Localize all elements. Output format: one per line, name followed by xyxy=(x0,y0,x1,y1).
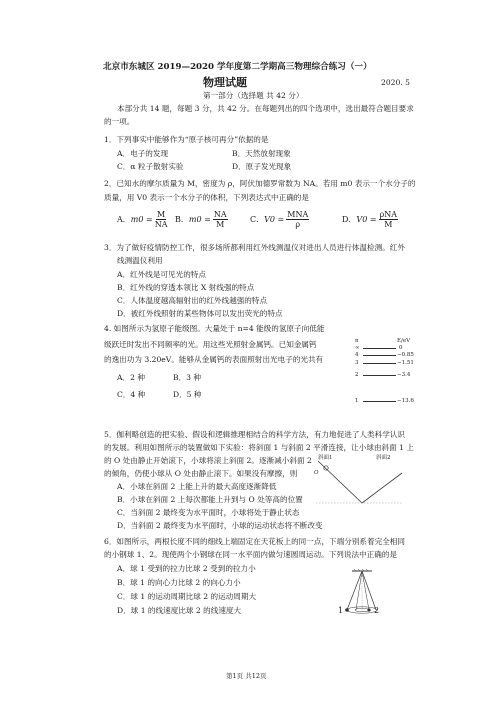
pendulum-drawing xyxy=(338,568,388,620)
q2-option-d: D． V0 = $\frac{\text{ρNA}}{M}$ xyxy=(342,210,398,229)
page-footer: 第1页 共12页 xyxy=(226,672,267,680)
q6-option-d: D．球 1 的线速度比球 2 的线速度大 xyxy=(117,606,242,615)
exam-date: 2020. 5 xyxy=(381,78,410,87)
level-line xyxy=(363,375,396,376)
level-energy: −0.85 xyxy=(397,352,414,358)
energy-level-diagram xyxy=(355,338,415,408)
q1-option-b: B．天然放射现象 xyxy=(232,149,291,158)
n-axis-label: n xyxy=(355,338,359,344)
level-n: ∞ xyxy=(355,345,360,351)
part-heading: 第一部分（选择题 共 42 分） xyxy=(203,91,304,100)
subject-title: 物理试题 xyxy=(203,76,247,89)
q5-option-d: D．当斜面 2 最终变为水平面时，小球的运动状态将不断改变 xyxy=(117,521,323,530)
level-n: 3 xyxy=(355,360,359,366)
q3-option-b: B．红外线的穿透本领比 X 射线强的特点 xyxy=(117,283,255,292)
q6-option-b: B．球 1 的向心力比球 2 的向心力小 xyxy=(117,578,241,587)
q4-option-b: B．3 种 xyxy=(173,373,202,382)
level-line xyxy=(363,348,396,349)
q2-option-b: B． m0 = $\frac{NA}{M}$ xyxy=(175,210,227,229)
energy-axis-label: E/eV xyxy=(397,338,411,344)
q4-option-a: A．2 种 xyxy=(117,373,145,382)
level-energy: −1.51 xyxy=(397,360,414,366)
q1-stem: 1．下列事实中能够作为“原子核可再分”依据的是 xyxy=(104,135,269,144)
q4-stem-2: 级跃迁时发出不同频率的光。用这些光照射金属钙。已知金属钙 xyxy=(104,340,317,349)
incline-diagram xyxy=(314,455,404,507)
q2-option-c: C． V0 = $\frac{\text{MNA}}{\rho}$ xyxy=(250,210,309,229)
point-o-label: O xyxy=(314,470,319,476)
level-n: 2 xyxy=(355,372,359,378)
incline-drawing xyxy=(314,455,404,507)
q3-option-c: C．人体温度越高辐射出的红外线越强的特点 xyxy=(117,296,268,305)
q4-option-c: C．4 种 xyxy=(117,390,146,399)
q5-stem-3: 的 O 处由静止开始滚下，小球将滚上斜面 2。逐渐减小斜面 2 xyxy=(104,456,312,465)
level-energy: −3.4 xyxy=(397,372,411,378)
q4-stem-3: 的逸出功为 3.20eV。能够从金属钙的表面照射出光电子的光共有 xyxy=(104,355,324,364)
q5-stem-1: 5．伽利略创造的把实验、假设和逻辑推理相结合的科学方法，有力地促进了人类科学认识 xyxy=(104,430,405,439)
q1-option-d: D．原子发光现象 xyxy=(232,162,292,171)
q5-option-b: B．小球在斜面 2 上每次都能上升到与 O 处等高的位置 xyxy=(117,495,303,504)
q5-option-c: C．当斜面 2 最终变为水平面时，小球将处于静止状态 xyxy=(117,508,300,517)
level-n: 1 xyxy=(355,398,359,404)
q5-option-a: A．小球在斜面 2 上能上升的最大高度逐渐降低 xyxy=(117,482,277,491)
incline-2-label: 斜面2 xyxy=(376,455,391,461)
q6-option-c: C．球 1 的运动周期比球 2 的运动周期大 xyxy=(117,592,257,601)
level-line xyxy=(363,363,396,364)
q1-option-c: C．α 粒子散射实验 xyxy=(117,162,184,171)
pendulum-diagram xyxy=(338,568,388,620)
level-energy: 0 xyxy=(399,345,403,351)
intro-line-2: 的一项。 xyxy=(104,117,135,126)
q2-stem-1: 2．已知水的摩尔质量为 M，密度为 ρ，阿伏加德罗常数为 NA。若用 m0 表示一个水分子的 xyxy=(104,179,416,188)
q4-stem-1: 4. 如图所示为氢原子能级图。大量处于 n=4 能级的氢原子向低能 xyxy=(104,324,325,333)
q1-option-a: A．电子的发现 xyxy=(117,149,169,158)
ball-1-label: 1 xyxy=(338,606,344,615)
exam-title: 北京市东城区 2019—2020 学年度第二学期高三物理综合练习（一） xyxy=(103,62,372,72)
q3-stem-2: 线测温仪利用 xyxy=(117,256,163,265)
incline-1-label: 斜面1 xyxy=(318,455,333,461)
q5-stem-2: 的发展。利用如图所示的装置做如下实验：将斜面 1 与斜面 2 平滑连接，让小球由斜面 1 上 xyxy=(104,443,414,452)
q5-stem-4: 的倾角，仍使小球从 O 处由静止滚下。如果没有摩擦，则 xyxy=(104,469,298,478)
q6-stem-2: 的小钢球 1、2。现使两个小钢球在同一水平面内做匀速圆周运动。下列说法中正确的是 xyxy=(104,550,398,559)
intro-line-1: 本部分共 14 题，每题 3 分，共 42 分。在每题列出的四个选项中，选出最符合题目要求 xyxy=(117,104,414,113)
level-energy: −13.6 xyxy=(397,398,414,404)
q6-option-a: A．球 1 受到的拉力比球 2 受到的拉力小 xyxy=(117,564,256,573)
q4-option-d: D．5 种 xyxy=(173,390,202,399)
level-n: 4 xyxy=(355,352,359,358)
q3-option-d: D．被红外线照射的某些物体可以发出荧光的特点 xyxy=(117,309,283,318)
q3-option-a: A．红外线是可见光的特点 xyxy=(117,270,207,279)
level-line xyxy=(363,401,396,402)
level-line xyxy=(363,355,396,356)
q2-stem-2: 质量，用 V0 表示一个水分子的体积，下列表达式中正确的是 xyxy=(104,193,309,202)
q6-stem-1: 6．如图所示，两根长度不同的细线上端固定在天花板上的同一点，下端分别系着完全相同 xyxy=(104,537,405,546)
ball-2-label: 2 xyxy=(374,606,380,615)
q2-option-a: A． m0 = $\frac{M}{NA}$ xyxy=(117,210,168,229)
q3-stem-1: 3．为了做好疫情防控工作，很多场所都利用红外线测温仪对进出人员进行体温检测。红外 xyxy=(104,243,405,252)
